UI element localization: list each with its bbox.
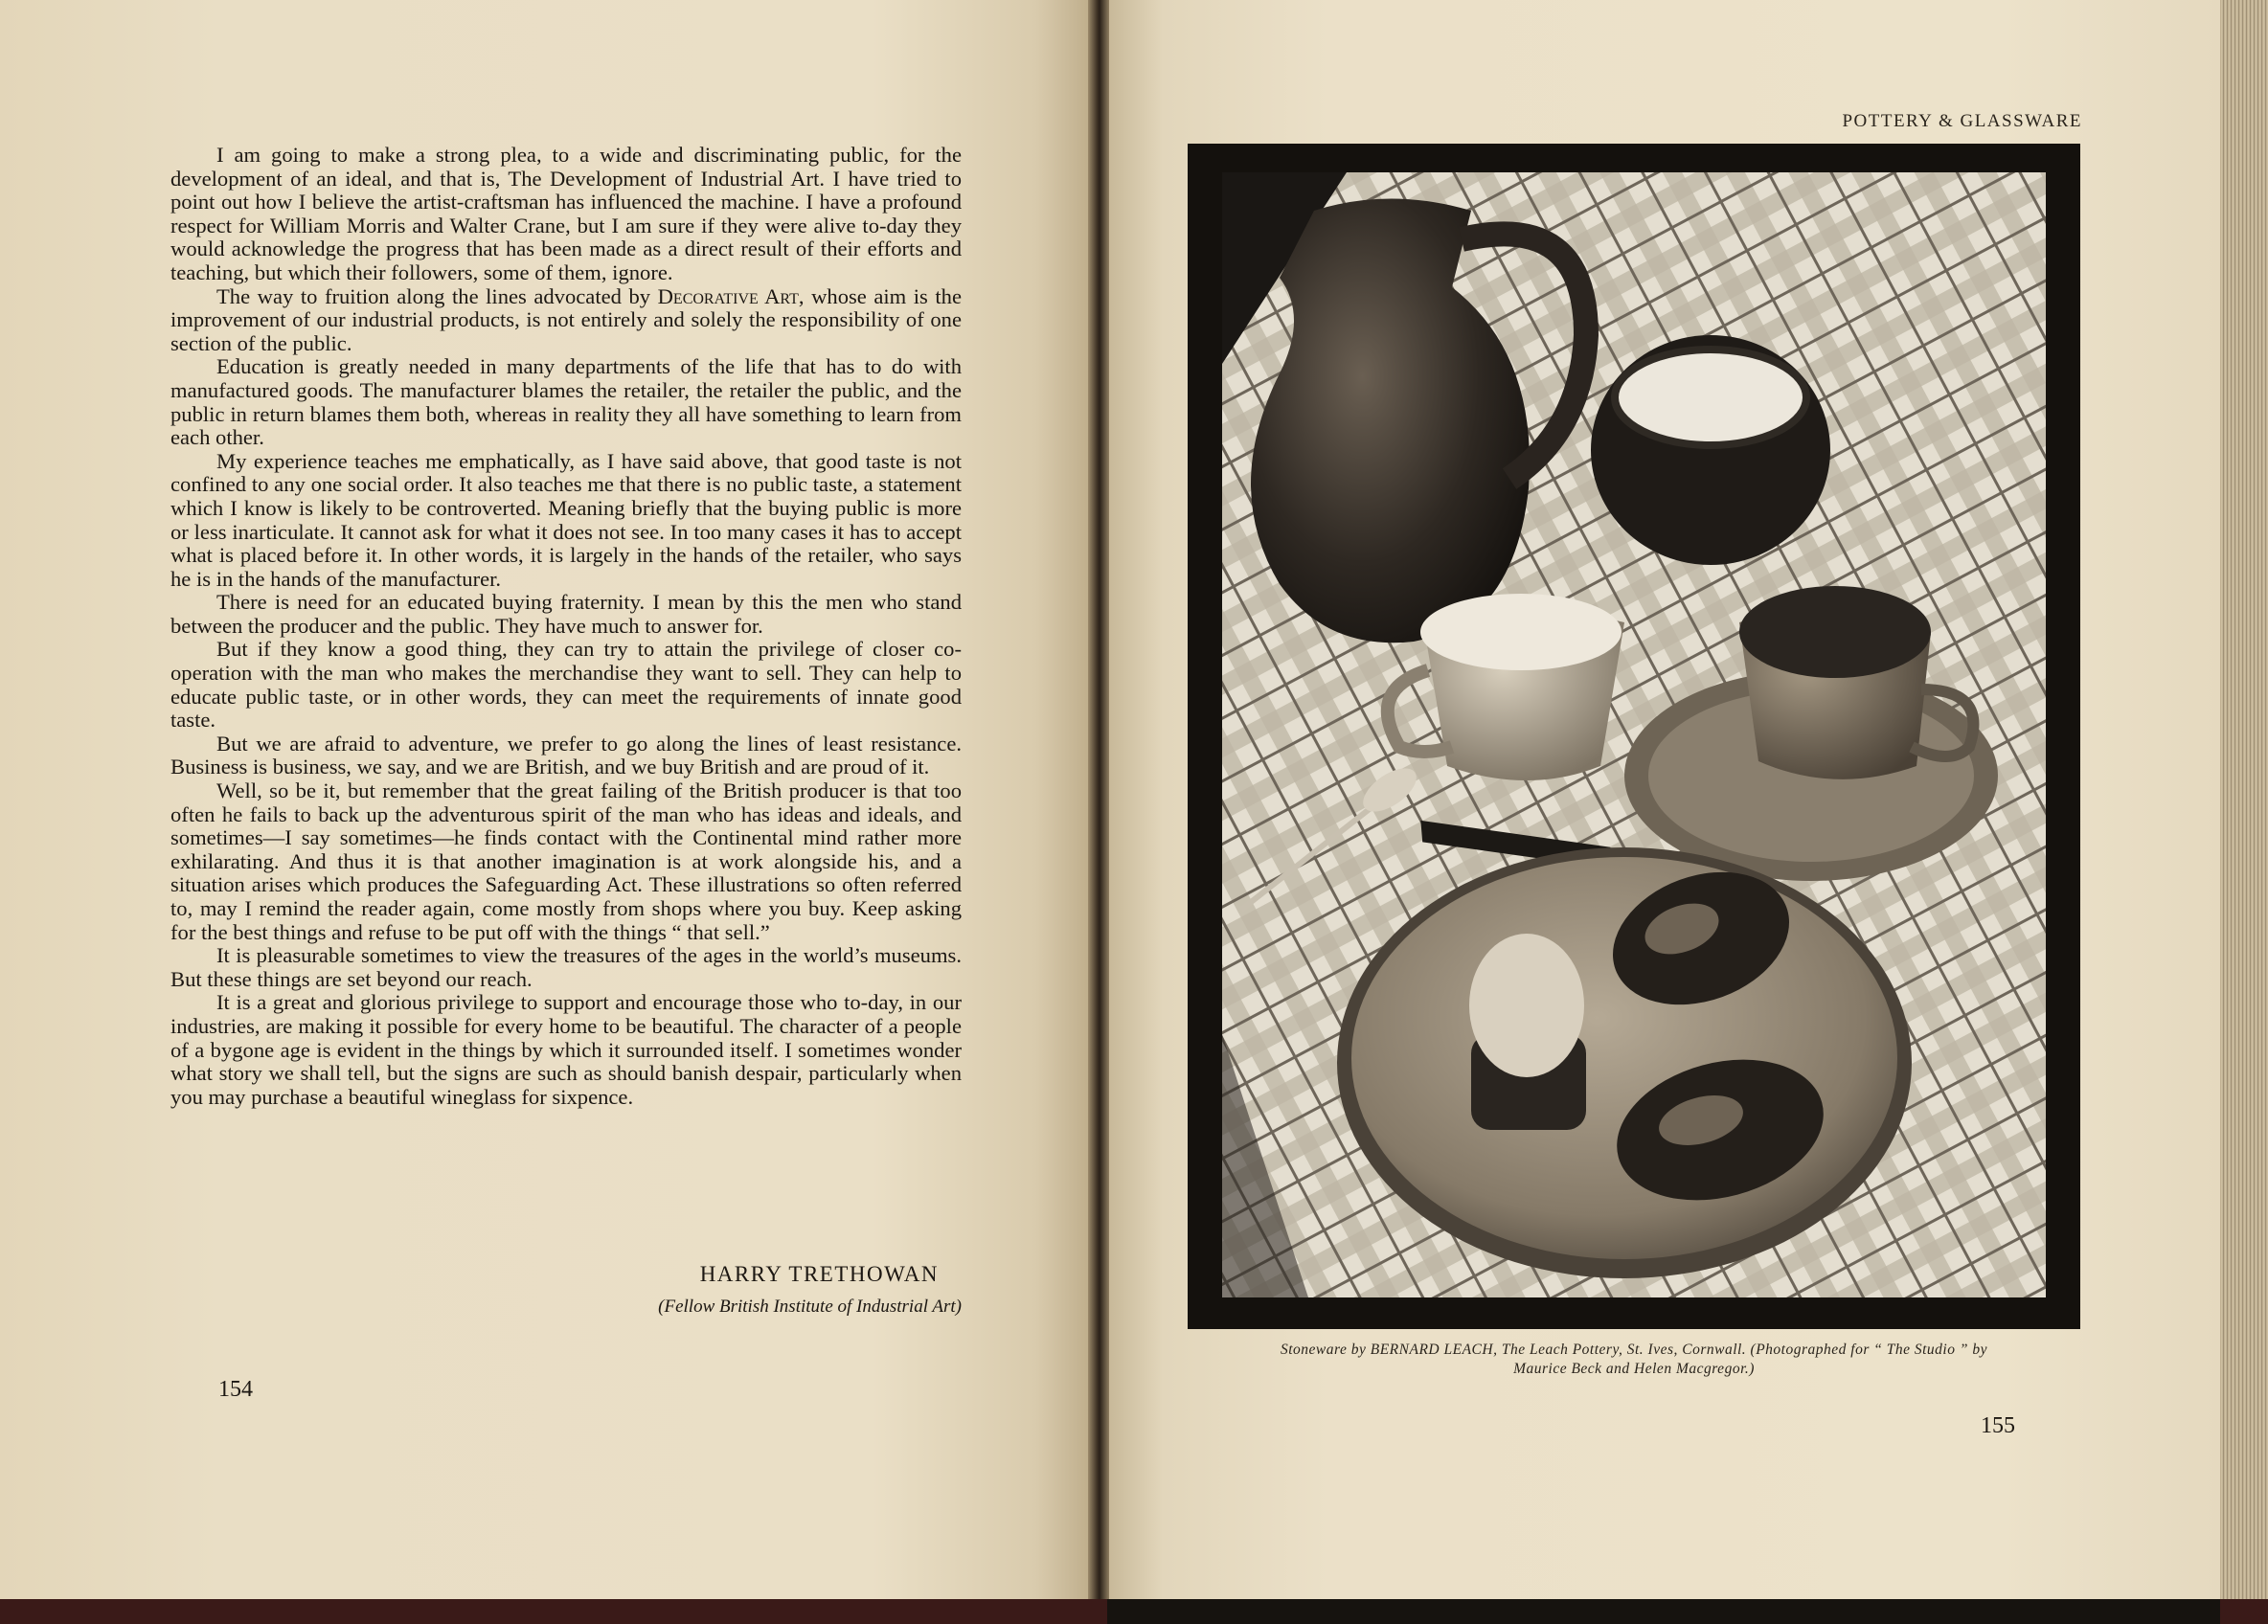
photo-caption: [1174, 1341, 2094, 1379]
author-signature: HARRY TRETHOWAN: [699, 1262, 939, 1286]
book-bottom-edge: [0, 1599, 2268, 1624]
page-edges: [2220, 0, 2268, 1624]
caption-line: Stoneware by BERNARD LEACH, The Leach Pottery, St. Ives, Cornwall. (Photographed for “ The Studio ” by: [1281, 1342, 1987, 1358]
page-number-right: 155: [1981, 1413, 2015, 1438]
author-affiliation: (Fellow British Institute of Industrial Art): [658, 1297, 962, 1317]
paragraph: The way to fruition along the lines advocated by Decorative Art, whose aim is the improvement of our industrial products, is not entirely and solely the responsibility of one section of the public.: [170, 283, 962, 355]
sugar-bowl: [1591, 335, 1830, 565]
article-body: [170, 144, 962, 1109]
stoneware-photograph: [1222, 172, 2046, 1297]
paragraph: Education is greatly needed in many departments of the life that has to do with manufactured goods. The manufacturer blames the retailer, the retailer the public, and the public in return blames them both, whereas in reality they all have something to learn from each other.: [170, 354, 962, 450]
paragraph: It is pleasurable sometimes to view the treasures of the ages in the world’s museums. But these things are set beyond our reach.: [170, 943, 962, 991]
paragraph: But we are afraid to adventure, we prefer to go along the lines of least resistance. Business is business, we say, and we are British, and we buy British and are proud of it.: [170, 731, 962, 779]
caption-line: Maurice Beck and Helen Macgregor.): [1513, 1361, 1755, 1377]
paragraph: My experience teaches me emphatically, as I have said above, that good taste is not confined to any one social order. It also teaches me that there is no public taste, a statement which I know is likely to be controverted. Meaning briefly that the buying public is more or less inarticulate. It cannot ask for what it does not see. In too many cases it has to accept what is placed before it. In other words, it is largely in the hands of the retailer, who says he is in the hands of the manufacturer.: [170, 448, 962, 591]
paragraph: But if they know a good thing, they can try to attain the privilege of closer co-operation with the man who makes the merchandise they want to sell. They can help to educate public taste, or in other words, they can meet the requirements of innate good taste.: [170, 637, 962, 733]
plate: [1337, 847, 1912, 1278]
paragraph: It is a great and glorious privilege to support and encourage those who to-day, in our industries, are making it possible for every home to be beautiful. The character of a people of a bygone age is evident in the things by which it surrounded itself. I sometimes wonder what story we shall tell, but the signs are such as should banish despair, particularly when you may purchase a beautiful wineglass for sixpence.: [170, 990, 962, 1109]
paragraph: There is need for an educated buying fraternity. I mean by this the men who stand between the producer and the public. They have much to answer for.: [170, 590, 962, 638]
book-gutter: [1088, 0, 1109, 1611]
magazine-name: Decorative Art: [657, 283, 799, 308]
section-heading: POTTERY & GLASSWARE: [1842, 111, 2082, 131]
page-number-left: 154: [218, 1377, 253, 1402]
egg: [1469, 934, 1586, 1130]
paragraph: I am going to make a strong plea, to a wide and discriminating public, for the development of an ideal, and that is, The Development of Industrial Art. I have tried to point out how I believe the artist-craftsman has influenced the machine. I have a profound respect for William Morris and Walter Crane, but I am sure if they were alive to-day they would acknowledge the progress that has been made as a direct result of their efforts and teaching, but which their followers, some of them, ignore.: [170, 143, 962, 284]
paragraph: Well, so be it, but remember that the great failing of the British producer is that too often he fails to back up the adventurous spirit of the man who has ideas and ideals, and sometimes—I say sometimes—he finds contact with the Continental mind rather more exhilarating. And thus it is that another imagination is at work alongside his, and a situation arises which produces the Safeguarding Act. These illustrations so often referred to, may I remind the reader again, come mostly from shops where you buy. Keep asking for the best things and refuse to be put off with the things “ that sell.”: [170, 778, 962, 944]
